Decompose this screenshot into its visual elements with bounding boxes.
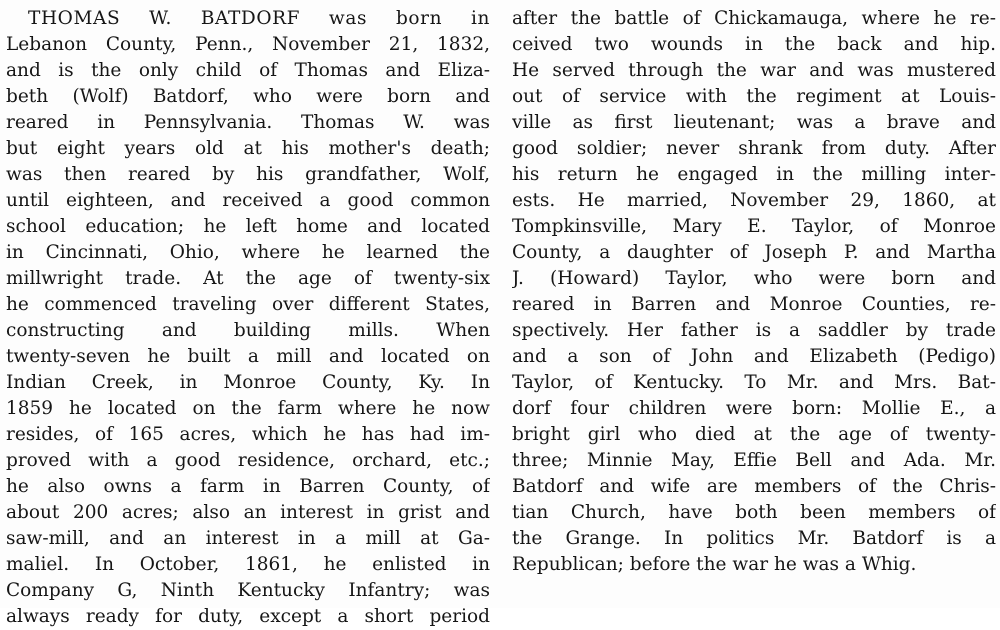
text-line: County, a daughter of Joseph P. and Martha: [512, 242, 996, 263]
text-line: until eighteen, and received a good common: [6, 190, 490, 211]
text-line: tian Church, have both been members of: [512, 502, 996, 523]
text-line: dorf four children were born: Mollie E., a: [512, 398, 996, 419]
text-line: reared in Pennsylvania. Thomas W. was: [6, 112, 490, 133]
text-line: the Grange. In politics Mr. Batdorf is a: [512, 528, 996, 549]
text-line: saw-mill, and an interest in a mill at Ga-: [6, 528, 490, 549]
text-line: three; Minnie May, Effie Bell and Ada. Mr.: [512, 450, 996, 471]
text-line: bright girl who died at the age of twenty-: [512, 424, 996, 445]
text-line: reared in Barren and Monroe Counties, re-: [512, 294, 996, 315]
text-line: he also owns a farm in Barren County, of: [6, 476, 490, 497]
text-line: Tompkinsville, Mary E. Taylor, of Monroe: [512, 216, 996, 237]
text-line: out of service with the regiment at Louis-: [512, 86, 996, 107]
text-line: Lebanon County, Penn., November 21, 1832,: [6, 34, 490, 55]
text-line: resides, of 165 acres, which he has had im-: [6, 424, 490, 445]
text-line: but eight years old at his mother's death;: [6, 138, 490, 159]
text-line: and a son of John and Elizabeth (Pedigo): [512, 346, 996, 367]
text-line: in Cincinnati, Ohio, where he learned the: [6, 242, 490, 263]
text-line: he commenced traveling over different States,: [6, 294, 490, 315]
text-line: after the battle of Chickamauga, where he re-: [512, 8, 996, 29]
text-line: millwright trade. At the age of twenty-six: [6, 268, 490, 289]
text-line: school education; he left home and located: [6, 216, 490, 237]
text-line: He served through the war and was mustered: [512, 60, 996, 81]
text-line: Taylor, of Kentucky. To Mr. and Mrs. Bat-: [512, 372, 996, 393]
text-line: good soldier; never shrank from duty. After: [512, 138, 996, 159]
text-line: beth (Wolf) Batdorf, who were born and: [6, 86, 490, 107]
text-line: maliel. In October, 1861, he enlisted in: [6, 554, 490, 575]
right-column: [512, 6, 996, 578]
text-line: Indian Creek, in Monroe County, Ky. In: [6, 372, 490, 393]
text-line: his return he engaged in the milling inter-: [512, 164, 996, 185]
text-line: ville as first lieutenant; was a brave and: [512, 112, 996, 133]
text-line: ceived two wounds in the back and hip.: [512, 34, 996, 55]
text-line: always ready for duty, except a short period: [6, 606, 490, 627]
left-column: [6, 6, 490, 630]
text-line: J. (Howard) Taylor, who were born and: [512, 268, 996, 289]
text-line: 1859 he located on the farm where he now: [6, 398, 490, 419]
text-line: twenty-seven he built a mill and located on: [6, 346, 490, 367]
text-line: about 200 acres; also an interest in grist and: [6, 502, 490, 523]
text-line: proved with a good residence, orchard, etc.;: [6, 450, 490, 471]
text-line: constructing and building mills. When: [6, 320, 490, 341]
text-line: Company G, Ninth Kentucky Infantry; was: [6, 580, 490, 601]
text-line: THOMAS W. BATDORF was born in: [28, 8, 490, 29]
text-line: Batdorf and wife are members of the Chris-: [512, 476, 996, 497]
text-line: ests. He married, November 29, 1860, at: [512, 190, 996, 211]
text-line: spectively. Her father is a saddler by trade: [512, 320, 996, 341]
text-line: and is the only child of Thomas and Eliza-: [6, 60, 490, 81]
text-line: Republican; before the war he was a Whig.: [512, 554, 917, 575]
text-line: was then reared by his grandfather, Wolf,: [6, 164, 490, 185]
